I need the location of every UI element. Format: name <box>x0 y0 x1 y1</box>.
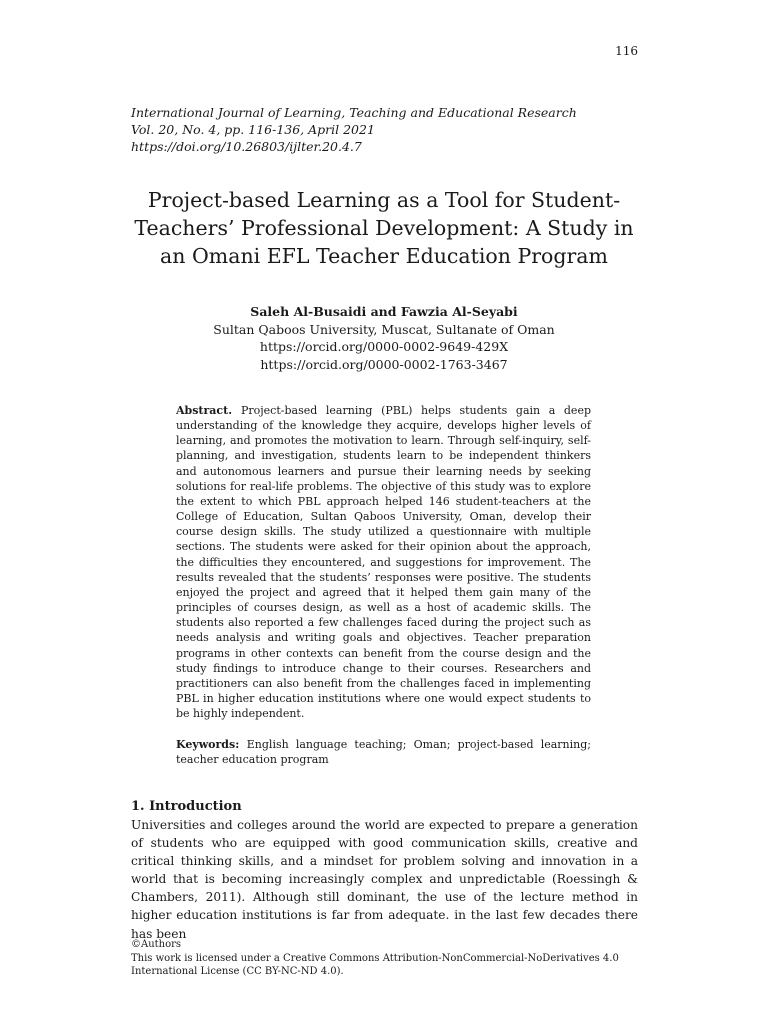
title-line: an Omani EFL Teacher Education Program <box>160 244 608 268</box>
abstract-label: Abstract. <box>176 404 241 417</box>
abstract-text: Project-based learning (PBL) helps students gain a deep understanding of the knowledge they acquire, develops higher levels of learning, and promotes the motivation to learn. Through self-inquiry, self-planning, and investigation, students learn to be independent thinkers and autonomous learners and pursue their learning needs by seeking solutions for real-life problems. The objective of this study was to explore the extent to which PBL approach helped 146 student-teachers at the College of Education, Sultan Qaboos University, Oman, develop their course design skills. The study utilized a questionnaire with multiple sections. The students were asked for their opinion about the approach, the difficulties they encountered, and suggestions for improvement. The results revealed that the students’ responses were positive. The students enjoyed the project and agreed that it helped them gain many of the principles of courses design, as well as a host of academic skills. The students also reported a few challenges faced during the project such as needs analysis and writing goals and objectives. Teacher preparation programs in other contexts can benefit from the course design and the study findings to introduce change to their courses. Researchers and practitioners can also benefit from the challenges faced in implementing PBL in higher education institutions where one would expect students to be highly independent. <box>176 404 591 721</box>
introduction-text: Universities and colleges around the world are expected to prepare a generation of students who are equipped with good communication skills, creative and critical thinking skills, and a mindset for problem solving and innovation in a world that is becoming increasingly complex and unpredictable (Roessingh & Chambers, 2011). Although still dominant, the use of the lecture method in higher education institutions is far from adequate. in the last few decades there has been <box>131 818 638 941</box>
journal-name: International Journal of Learning, Teaching and Educational Research <box>131 105 577 120</box>
keywords-label: Keywords: <box>176 738 247 751</box>
author-names: Saleh Al-Busaidi and Fawzia Al-Seyabi <box>250 304 518 319</box>
license-footer <box>131 938 651 979</box>
orcid-link-1[interactable]: https://orcid.org/0000-0002-9649-429X <box>259 339 509 354</box>
paper-title <box>100 186 668 270</box>
journal-volume: Vol. 20, No. 4, pp. 116-136, April 2021 <box>131 122 375 137</box>
section-heading-introduction: 1. Introduction <box>131 799 242 814</box>
keywords-text: English language teaching; Oman; project-based learning; teacher education program <box>176 738 591 767</box>
title-line: Teachers’ Professional Development: A Study in <box>134 216 634 240</box>
journal-info <box>131 104 651 155</box>
copyright-line: ©Authors <box>131 939 182 950</box>
abstract <box>176 403 591 721</box>
keywords <box>176 737 591 767</box>
license-line: International License (CC BY-NC-ND 4.0). <box>131 966 344 978</box>
orcid-link-2[interactable]: https://orcid.org/0000-0002-1763-3467 <box>260 356 508 372</box>
page-number: 116 <box>615 44 638 58</box>
author-affiliation: Sultan Qaboos University, Muscat, Sultanate of Oman <box>213 321 555 337</box>
title-line: Project-based Learning as a Tool for Student- <box>147 188 621 212</box>
journal-doi[interactable]: https://doi.org/10.26803/ijlter.20.4.7 <box>131 139 362 154</box>
author-block <box>130 303 638 373</box>
license-line: This work is licensed under a Creative Commons Attribution-NonCommercial-NoDerivatives 4.0 <box>131 952 619 964</box>
